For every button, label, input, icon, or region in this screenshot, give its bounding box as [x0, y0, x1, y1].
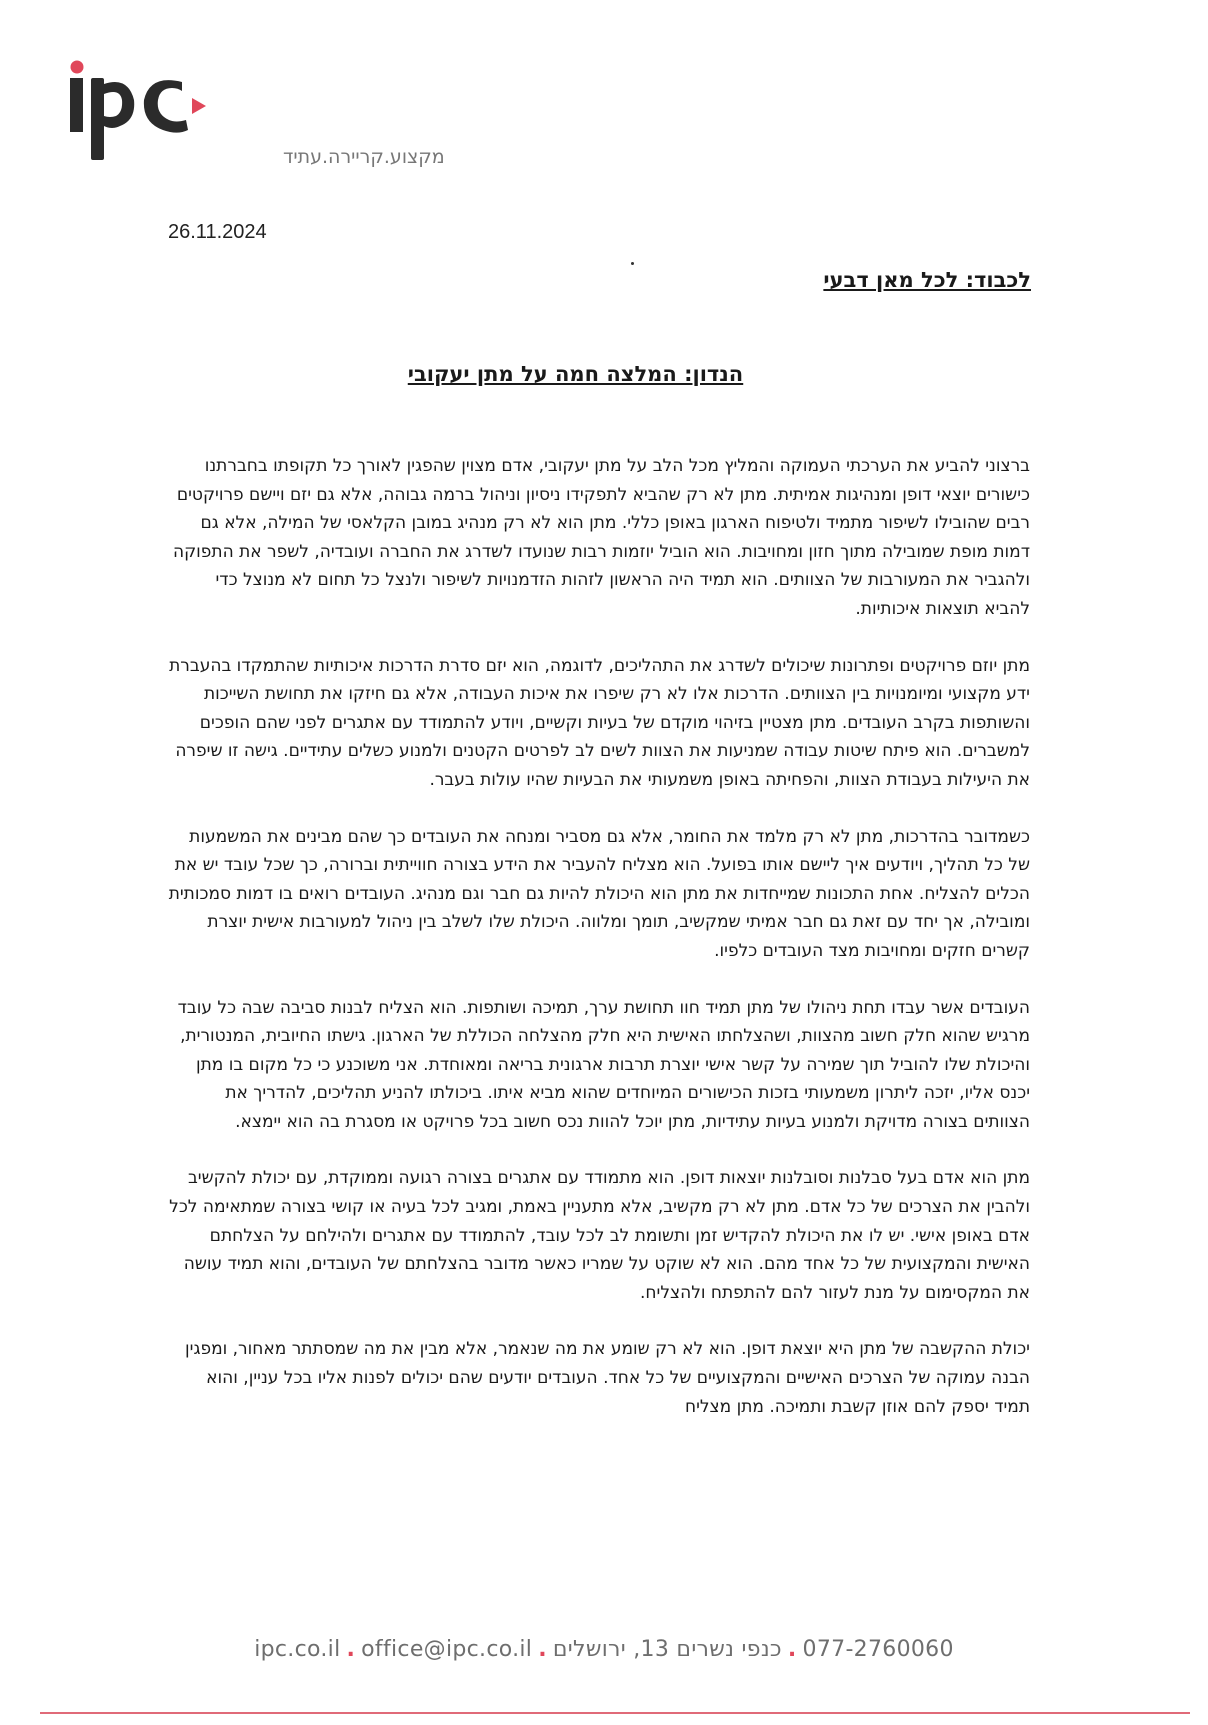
letter-date: 26.11.2024 — [168, 221, 267, 243]
body-paragraph: יכולת ההקשבה של מתן היא יוצאת דופן. הוא לא רק שומע את מה שנאמר, אלא מבין את מה שמסתתר מאחור, ומפגין הבנה עמוקה של הצרכים האישיים והמקצועיים של כל אחד. העובדים יודעים שהם יכולים לפנות אליו בכל עניין, והוא תמיד יספק להם אוזן קשבת ותמיכה. מתן מצליח — [185, 1339, 1030, 1417]
footer-contact — [0, 1637, 1208, 1662]
footer-email: office@ipc.co.il — [361, 1637, 533, 1662]
body-paragraph: מתן יוזם פרויקטים ופתרונות שיכולים לשדרג את התהליכים, לדוגמה, הוא יזם סדרת הדרכות איכותיות שהתמקדו בהעברת ידע מקצועי ומיומנויות בין הצוותים. הדרכות אלו לא רק שיפרו את איכות העבודה, אלא גם חיזקו את תחושת השייכות והשותפות בקרב העובדים. מתן מצטיין בזיהוי מוקדם של בעיות וקשיים, ויודע להתמודד עם אתגרים לפני שהם הופכים למשברים. הוא פיתח שיטות עבודה שמניעות את הצוות לשים לב לפרטים הקטנים ולמנוע כשלים עתידיים. גישה זו שיפרה את היעילות בעבודת הצוות, והפחיתה באופן משמעותי את הבעיות שהיו עולות בעבר. — [169, 655, 1030, 790]
footer-phone: 077-2760060 — [802, 1637, 954, 1662]
logo-dot — [71, 61, 84, 74]
letter-body — [168, 452, 1030, 1449]
footer-separator: . — [346, 1637, 356, 1662]
body-paragraph: מתן הוא אדם בעל סבלנות וסובלנות יוצאות דופן. הוא מתמודד עם אתגרים בצורה רגועה וממוקדת, עם יכולת להקשיב ולהבין את הצרכים של כל אדם. מתן לא רק מקשיב, אלא מתעניין באמת, ומגיב לכל בעיה או קושי בצורה שמתאימה לכל אדם באופן אישי. יש לו את היכולת להקדיש זמן ותשומת לב לכל עובד, להתמודד עם אתגרים ולהילחם על הצלחתם האישית והמקצועית של כל אחד מהם. הוא לא שוקט על שמריו כאשר מדובר בהצלחתם של העובדים, והוא תמיד עושה את המקסימום על מנת לעזור להם להתפתח ולהצליח. — [169, 1168, 1030, 1303]
footer-separator: . — [787, 1637, 797, 1662]
logo-tagline: מקצוע.קריירה.עתיד — [283, 146, 445, 168]
scan-speck — [631, 262, 634, 265]
addressee-line: לכבוד: לכל מאן דבעי — [823, 268, 1031, 292]
logo-p-stem — [91, 78, 104, 160]
logo-i-stem — [70, 78, 83, 132]
subject-text: הנדון: המלצה חמה על מתן יעקובי — [407, 362, 744, 386]
subject-line — [0, 362, 1208, 386]
logo-p-bowl — [104, 82, 134, 128]
footer-website: ipc.co.il — [254, 1637, 341, 1662]
footer-separator: . — [538, 1637, 547, 1662]
footer-rule — [40, 1712, 1190, 1714]
footer-address: כנפי נשרים 13, ירושלים — [552, 1637, 782, 1662]
ipc-logo-mark — [70, 60, 220, 170]
ipc-logo — [70, 60, 445, 180]
body-paragraph: העובדים אשר עבדו תחת ניהולו של מתן תמיד חוו תחושת ערך, תמיכה ושותפות. הוא הצליח לבנות סביבה שבה כל עובד מרגיש שהוא חלק חשוב מהצוות, ושהצלחתו האישית היא חלק מהצלחה הכוללת של הארגון. גישתו החיובית, המנטורית, והיכולת שלו להוביל תוך שמירה על קשר אישי יוצרת תרבות ארגונית בריאה ומאוחדת. אני משוכנע כי כל מקום בו מתן יכנס אליו, יזכה ליתרון משמעותי בזכות הכישורים המיוחדים שהוא מביא איתו. ביכולתו להניע תהליכים, להדריך את הצוותים בצורה מדויקת ולמנוע בעיות עתידיות, מתן יוכל להוות נכס חשוב בכל פרויקט או מסגרת בה הוא יימצא. — [177, 997, 1030, 1132]
play-triangle-icon — [192, 98, 206, 114]
logo-c — [144, 80, 188, 133]
body-paragraph: ברצוני להביע את הערכתי העמוקה והמליץ מכל הלב על מתן יעקובי, אדם מצוין שהפגין לאורך כל תקופתו בחברתנו כישורים יוצאי דופן ומנהיגות אמיתית. מתן לא רק שהביא לתפקידו ניסיון וניהול ברמה גבוהה, אלא גם יזם ויישם פרויקטים רבים שהובילו לשיפור מתמיד ולטיפוח הארגון באופן כללי. מתן הוא לא רק מנהיג במובן הקלאסי של המילה, אלא גם דמות מופת שמובילה מתוך חזון ומחויבות. הוא הוביל יוזמות רבות שנועדו לשדרג את החברה ועובדיה, לשפר את התפוקה ולהגביר את המעורבות של הצוותים. הוא תמיד היה הראשון לזהות הזדמנויות לשיפור ולנצל כל תחום לא מנוצל כדי להביא תוצאות איכותיות. — [173, 456, 1030, 619]
body-paragraph: כשמדובר בהדרכות, מתן לא רק מלמד את החומר, אלא גם מסביר ומנחה את העובדים כך שהם מבינים את המשמעות של כל תהליך, ויודעים איך ליישם אותו בפועל. הוא מצליח להעביר את הידע בצורה חווייתית וברורה, כך שכל עובד יש את הכלים להצליח. אחת התכונות שמייחדות את מתן הוא היכולת להיות גם חבר וגם מנהיג. העובדים רואים בו דמות סמכותית ומובילה, אך יחד עם זאת גם חבר אמיתי שמקשיב, תומך ומלווה. היכולת שלו לשלב בין ניהול למעורבות אישית יוצרת קשרים חזקים ומחויבות מצד העובדים כלפיו. — [168, 826, 1030, 961]
